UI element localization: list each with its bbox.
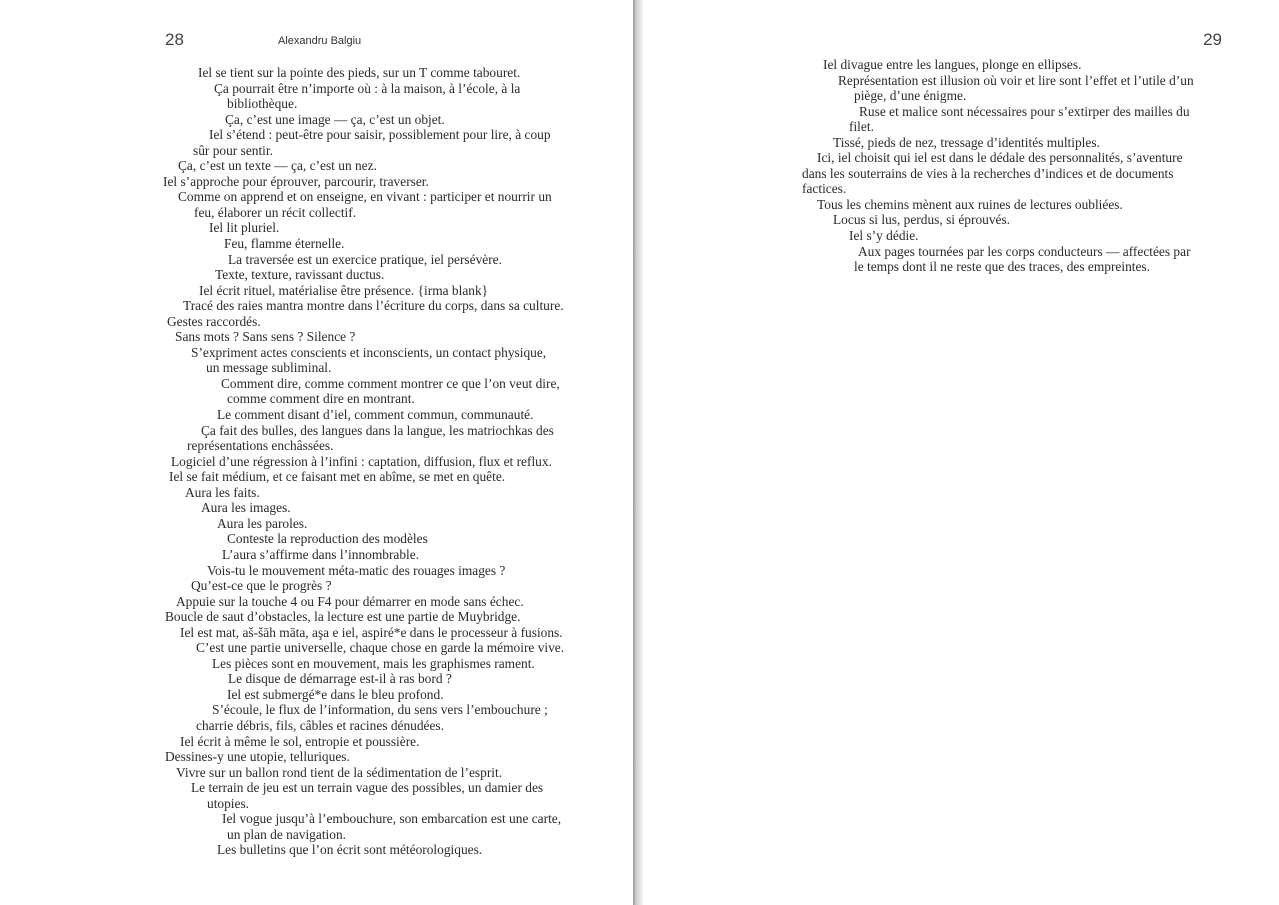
text-line: Aura les faits. <box>185 484 260 500</box>
text-line: Sans mots ? Sans sens ? Silence ? <box>175 329 356 345</box>
text-line: piège, d’une énigme. <box>854 88 967 104</box>
left-text-block <box>0 65 633 858</box>
text-line: Le disque de démarrage est-il à ras bord ? <box>228 671 452 687</box>
text-line: Gestes raccordés. <box>167 313 261 329</box>
text-line: Vois-tu le mouvement méta-matic des rouages images ? <box>207 562 506 578</box>
text-line: Iel divague entre les langues, plonge en ellipses. <box>823 57 1082 72</box>
text-line: Iel se fait médium, et ce faisant met en abîme, se met en quête. <box>169 469 506 485</box>
text-line: Comment dire, comme comment montrer ce que l’on veut dire, <box>221 375 560 391</box>
text-line: Tissé, pieds de nez, tressage d’identités multiples. <box>833 134 1100 150</box>
text-line: Feu, flamme éternelle. <box>224 236 345 252</box>
text-line: Appuie sur la touche 4 ou F4 pour démarrer en mode sans échec. <box>176 593 524 609</box>
book-gutter <box>633 0 643 905</box>
text-line: comme comment dire en montrant. <box>227 391 415 407</box>
text-line: Iel vogue jusqu’à l’embouchure, son embarcation est une carte, <box>222 811 562 827</box>
text-line: Aux pages tournées par les corps conducteurs — affectées par <box>858 243 1191 259</box>
text-line: Locus si lus, perdus, si éprouvés. <box>833 212 1011 228</box>
text-line: bibliothèque. <box>227 96 298 112</box>
text-line: le temps dont il ne reste que des traces, des empreintes. <box>854 259 1150 275</box>
text-line: Tracé des raies mantra montre dans l’écriture du corps, dans sa culture. <box>183 298 564 314</box>
text-line: sûr pour sentir. <box>193 142 273 158</box>
text-line: charrie débris, fils, câbles et racines dénudées. <box>196 717 444 733</box>
running-head-author: Alexandru Balgiu <box>278 35 362 47</box>
text-line: Iel s’y dédie. <box>849 228 919 244</box>
text-line: L’aura s’affirme dans l’innombrable. <box>222 546 420 562</box>
text-line: un message subliminal. <box>206 360 332 376</box>
text-line: Les pièces sont en mouvement, mais les graphismes rament. <box>212 655 535 671</box>
text-line: Ça pourrait être n’importe où : à la maison, à l’école, à la <box>214 80 521 96</box>
text-line: Logiciel d’une régression à l’infini : captation, diffusion, flux et reflux. <box>171 453 552 469</box>
text-line: feu, élaborer un récit collectif. <box>194 204 357 220</box>
text-line: Iel est mat, aš-šāh māta, aşa e iel, aspiré*e dans le processeur à fusions. <box>180 624 563 640</box>
text-line: Iel s’étend : peut-être pour saisir, possiblement pour lire, à coup <box>209 127 551 143</box>
text-line: Ça fait des bulles, des langues dans la langue, les matriochkas des <box>201 422 554 438</box>
text-line: Ici, iel choisit qui iel est dans le dédale des personnalités, s’aventure <box>817 150 1183 166</box>
text-line: Tous les chemins mènent aux ruines de lectures oubliées. <box>817 196 1123 212</box>
text-line: Iel est submergé*e dans le bleu profond. <box>227 686 444 702</box>
text-line: factices. <box>802 181 847 197</box>
text-line: Aura les images. <box>201 500 291 516</box>
text-line: Ruse et malice sont nécessaires pour s’extirper des mailles du <box>859 103 1190 119</box>
text-line: Le terrain de jeu est un terrain vague des possibles, un damier des <box>191 780 544 796</box>
text-line: Iel écrit à même le sol, entropie et poussière. <box>180 733 420 749</box>
text-line: Dessines-y une utopie, telluriques. <box>165 749 350 765</box>
text-line: Qu’est-ce que le progrès ? <box>191 578 332 594</box>
text-line: filet. <box>849 119 874 135</box>
text-line: S’écoule, le flux de l’information, du sens vers l’embouchure ; <box>212 702 548 718</box>
text-line: Iel écrit rituel, matérialise être présence. {irma blank} <box>199 282 489 298</box>
text-line: un plan de navigation. <box>227 826 346 842</box>
text-line: Texte, texture, ravissant ductus. <box>215 267 385 283</box>
text-line: Iel lit pluriel. <box>209 220 280 236</box>
text-line: Représentation est illusion où voir et lire sont l’effet et l’utile d’un <box>838 72 1194 88</box>
text-line: C’est une partie universelle, chaque chose en garde la mémoire vive. <box>196 640 565 656</box>
text-line: S’expriment actes conscients et inconscients, un contact physique, <box>191 344 547 360</box>
text-line: Ça, c’est un texte — ça, c’est un nez. <box>178 158 377 174</box>
text-line: Iel s’approche pour éprouver, parcourir, traverser. <box>163 173 429 189</box>
text-line: Les bulletins que l’on écrit sont météorologiques. <box>217 842 483 858</box>
text-line: La traversée est un exercice pratique, iel persévère. <box>228 251 502 267</box>
page-number-right: 29 <box>1203 30 1222 49</box>
text-line: utopies. <box>207 795 250 811</box>
text-line: dans les souterrains de vies à la recherches d’indices et de documents <box>802 165 1174 181</box>
right-text-block <box>643 57 1279 275</box>
page-number-left: 28 <box>165 30 184 49</box>
text-line: Conteste la reproduction des modèles <box>227 531 428 547</box>
text-line: représentations enchâssées. <box>187 438 334 454</box>
right-page <box>643 0 1279 905</box>
text-line: Ça, c’est une image — ça, c’est un objet. <box>225 111 445 127</box>
text-line: Aura les paroles. <box>217 515 308 531</box>
text-line: Vivre sur un ballon rond tient de la sédimentation de l’esprit. <box>176 764 503 780</box>
text-line: Comme on apprend et on enseigne, en vivant : participer et nourrir un <box>178 189 552 205</box>
left-page <box>0 0 633 905</box>
text-line: Boucle de saut d’obstacles, la lecture est une partie de Muybridge. <box>165 609 521 625</box>
text-line: Iel se tient sur la pointe des pieds, sur un T comme tabouret. <box>198 65 521 80</box>
text-line: Le comment disant d’iel, comment commun, communauté. <box>217 407 534 423</box>
